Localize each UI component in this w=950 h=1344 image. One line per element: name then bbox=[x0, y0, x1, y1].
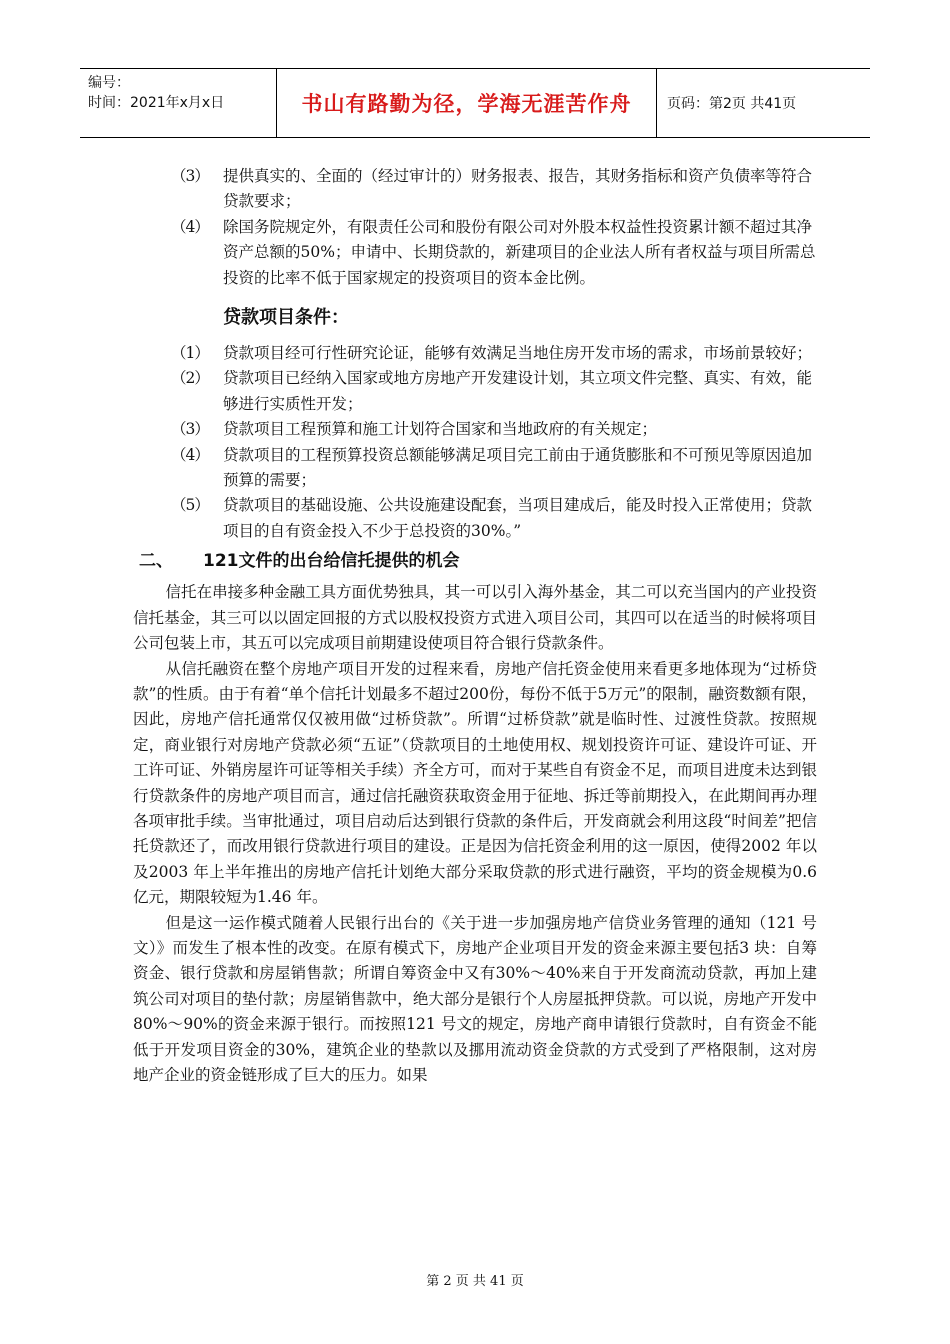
page-footer: 第 2 页 共 41 页 bbox=[426, 1274, 524, 1289]
section-title: 121文件的出台给信托提供的机会 bbox=[203, 551, 460, 572]
item-number: （4） bbox=[171, 217, 209, 236]
list-item bbox=[133, 164, 817, 215]
item-number: （2） bbox=[171, 369, 209, 388]
body-paragraph: 从信托融资在整个房地产项目开发的过程来看，房地产信托资金使用来看更多地体现为“过桥贷款”的性质。由于有着“单个信托计划最多不超过200份，每份不低于5万元”的限制，融资数额有限，因此，房地产信托通常仅仅被用做“过桥贷款”。所谓“过桥贷款”就是临时性、过渡性贷款。按照规定，商业银行对房地产贷款必须“五证”（贷款项目的土地使用权、规划投资许可证、建设许可证、开工许可证、外销房屋许可证等相关手续）齐全方可，而对于某些自有资金不足，而项目进度未达到银行贷款条件的房地产项目而言，通过信托融资获取资金用于征地、拆迁等前期投入，在此期间再办理各项审批手续。当审批通过，项目启动后达到银行贷款的条件后，开发商就会利用这段“时间差”把信托贷款还了，而改用银行贷款进行项目的建设。正是因为信托资金利用的这一原因，使得2002 年以及2003 年上半年推出的房地产信托计划绝大部分采取贷款的形式进行融资，平均的资金规模为0.6 亿元，期限较短为1.46 年。 bbox=[133, 659, 817, 907]
list-item bbox=[133, 493, 817, 544]
list-item bbox=[133, 341, 817, 366]
section-number: 二、 bbox=[139, 551, 173, 572]
list-item bbox=[133, 417, 817, 442]
header-page-label: 页码：第2页 共41页 bbox=[667, 96, 797, 112]
item-number: （5） bbox=[171, 496, 209, 515]
body-paragraph: 但是这一运作模式随着人民银行出台的《关于进一步加强房地产信贷业务管理的通知（121 号文）》而发生了根本性的改变。在原有模式下，房地产企业项目开发的资金来源主要包括3 块：自筹资金、银行贷款和房屋销售款；所谓自筹资金中又有30%～40%来自于开发商流动贷款，再加上建筑公司对项目的垫付款；房屋销售款中，绝大部分是银行个人房屋抵押贷款。可以说，房地产开发中80%～90%的资金来源于银行。而按照121 号文的规定，房地产商申请银行贷款时，自有资金不能低于开发项目资金的30%，建筑企业的垫款以及挪用流动资金贷款的方式受到了严格限制，这对房地产企业的资金链形成了巨大的压力。如果 bbox=[133, 913, 817, 1084]
page-header bbox=[80, 68, 870, 138]
item-number: （1） bbox=[171, 344, 209, 363]
section-heading bbox=[139, 548, 817, 574]
header-motto: 书山有路勤为径，学海无涯苦作舟 bbox=[277, 69, 657, 137]
item-text: 贷款项目的工程预算投资总额能够满足项目完工前由于通货膨胀和不可预见等原因追加预算的需要； bbox=[223, 445, 813, 490]
list-item bbox=[133, 215, 817, 291]
subheading: 贷款项目条件： bbox=[223, 307, 349, 329]
item-text: 贷款项目的基础设施、公共设施建设配套，当项目建成后，能及时投入正常使用；贷款项目的自有资金投入不少于总投资的30%。” bbox=[223, 496, 813, 540]
header-meta bbox=[80, 69, 277, 137]
item-number: （3） bbox=[171, 420, 209, 439]
date-label: 时间：2021年x月x日 bbox=[88, 95, 225, 111]
item-number: （3） bbox=[171, 167, 209, 185]
body-paragraph: 信托在串接多种金融工具方面优势独具，其一可以引入海外基金，其二可以充当国内的产业投资信托基金，其三可以以固定回报的方式以股权投资方式进入项目公司，其四可以在适当的时候将项目公司包装上市，其五可以完成项目前期建设使项目符合银行贷款条件。 bbox=[133, 583, 817, 653]
item-text: 提供真实的、全面的（经过审计的）财务报表、报告，其财务指标和资产负债率等符合贷款要求； bbox=[223, 167, 813, 211]
code-label: 编号： bbox=[88, 75, 130, 91]
list-item bbox=[133, 366, 817, 417]
item-text: 除国务院规定外，有限责任公司和股份有限公司对外股本权益性投资累计额不超过其净资产总额的50%；申请中、长期贷款的，新建项目的企业法人所有者权益与项目所需总投资的比率不低于国家规定的投资项目的资本金比例。 bbox=[223, 217, 816, 287]
document-body bbox=[133, 164, 817, 1088]
item-text: 贷款项目经可行性研究论证，能够有效满足当地住房开发市场的需求，市场前景较好； bbox=[223, 344, 813, 363]
item-text: 贷款项目工程预算和施工计划符合国家和当地政府的有关规定； bbox=[223, 420, 658, 439]
item-number: （4） bbox=[171, 445, 209, 464]
item-text: 贷款项目已经纳入国家或地方房地产开发建设计划，其立项文件完整、真实、有效，能够进行实质性开发； bbox=[223, 369, 813, 413]
list-item bbox=[133, 443, 817, 494]
